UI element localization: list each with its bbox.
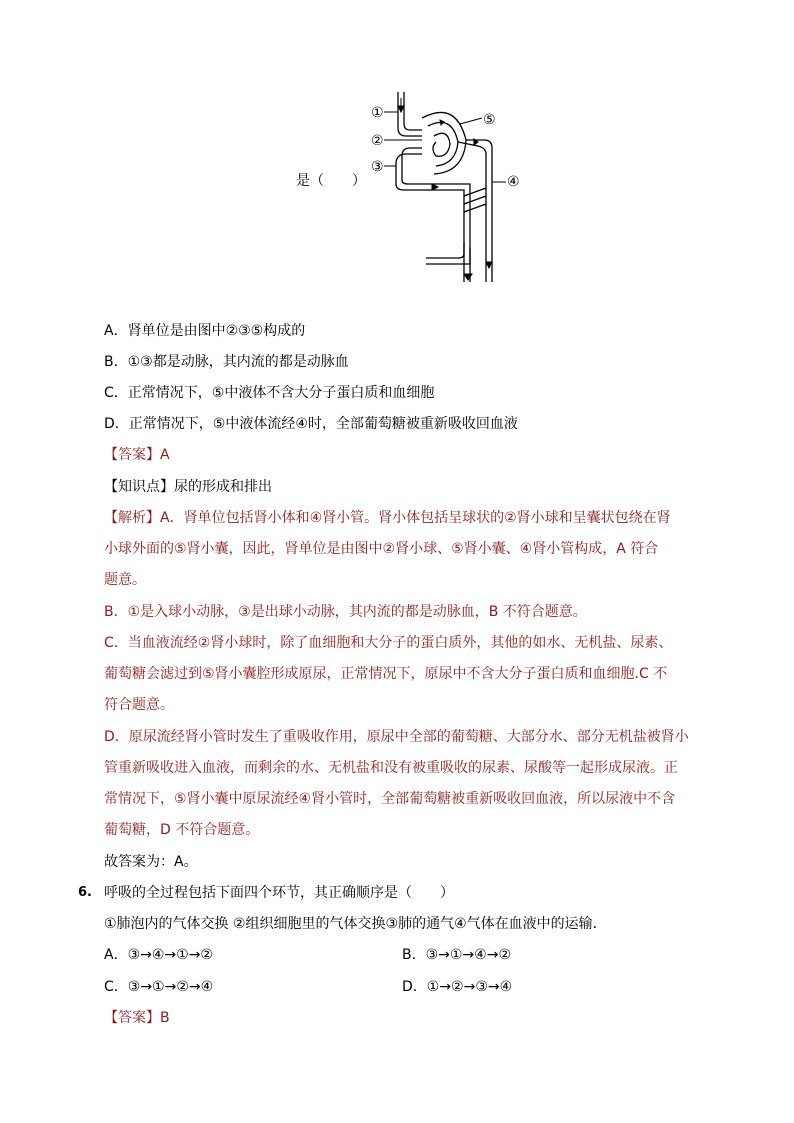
- diagram-label-1: ①: [371, 105, 384, 121]
- q5-analysis-line-1: 【解析】A．肾单位包括肾小体和④肾小管。肾小体包括呈球状的②肾小球和呈囊状包绕在肾: [104, 510, 671, 526]
- q5-option-d: D．正常情况下，⑤中液体流经④时，全部葡萄糖被重新吸收回血液: [104, 416, 518, 432]
- q5-knowledge-point: 【知识点】尿的形成和排出: [104, 479, 272, 495]
- q5-option-c: C．正常情况下，⑤中液体不含大分子蛋白质和血细胞: [104, 385, 435, 401]
- diagram-label-5: ⑤: [483, 112, 496, 128]
- q6-items: ①肺泡内的气体交换 ②组织细胞里的气体交换③肺的通气④气体在血液中的运输．: [104, 916, 607, 932]
- q6-option-d: D．①→②→③→④: [402, 979, 513, 995]
- q5-analysis-line-11: 葡萄糖，D 不符合题意。: [104, 822, 260, 838]
- diagram-label-3: ③: [371, 159, 384, 175]
- diagram-label-2: ②: [371, 133, 384, 149]
- diagram-label-4: ④: [507, 174, 520, 190]
- question-stem-suffix: 是（ ）: [296, 173, 366, 189]
- q6-option-b: B．③→①→④→②: [402, 947, 511, 963]
- q6-option-c: C．③→①→②→④: [104, 979, 214, 995]
- q6-answer: 【答案】B: [104, 1010, 170, 1026]
- q5-conclusion: 故答案为：A。: [104, 854, 198, 870]
- q6-number: 6.: [78, 885, 92, 900]
- q5-option-a: A．肾单位是由图中②③⑤构成的: [104, 323, 306, 339]
- q5-analysis-line-10: 常情况下，⑤肾小囊中原尿流经④肾小管时，全部葡萄糖被重新吸收回血液，所以尿液中不含: [104, 791, 676, 807]
- q6-stem: 呼吸的全过程包括下面四个环节，其正确顺序是（ ）: [104, 885, 454, 901]
- q5-analysis-line-6: 葡萄糖会滤过到⑤肾小囊腔形成原尿，正常情况下，原尿中不含大分子蛋白质和血细胞.C 不: [104, 666, 668, 682]
- q5-analysis-line-9: 管重新吸收进入血液，而剩余的水、无机盐和没有被重吸收的尿素、尿酸等一起形成尿液。正: [104, 760, 678, 776]
- q5-analysis-line-2: 小球外面的⑤肾小囊，因此，肾单位是由图中②肾小球、⑤肾小囊、④肾小管构成，A 符合: [104, 541, 659, 557]
- q5-answer: 【答案】A: [104, 447, 170, 463]
- q6-option-a: A．③→④→①→②: [104, 947, 213, 963]
- q5-analysis-line-4: B．①是入球小动脉，③是出球小动脉，其内流的都是动脉血，B 不符合题意。: [104, 604, 587, 620]
- q5-analysis-line-8: D．原尿流经肾小管时发生了重吸收作用，原尿中全部的葡萄糖、大部分水、部分无机盐被肾小: [104, 729, 689, 745]
- q5-analysis-line-3: 题意。: [104, 572, 146, 588]
- q5-option-b: B．①③都是动脉，其内流的都是动脉血: [104, 354, 349, 370]
- q5-analysis-line-7: 符合题意。: [104, 697, 174, 713]
- q5-analysis-line-5: C．当血液流经②肾小球时，除了血细胞和大分子的蛋白质外，其他的如水、无机盐、尿素、: [104, 635, 673, 651]
